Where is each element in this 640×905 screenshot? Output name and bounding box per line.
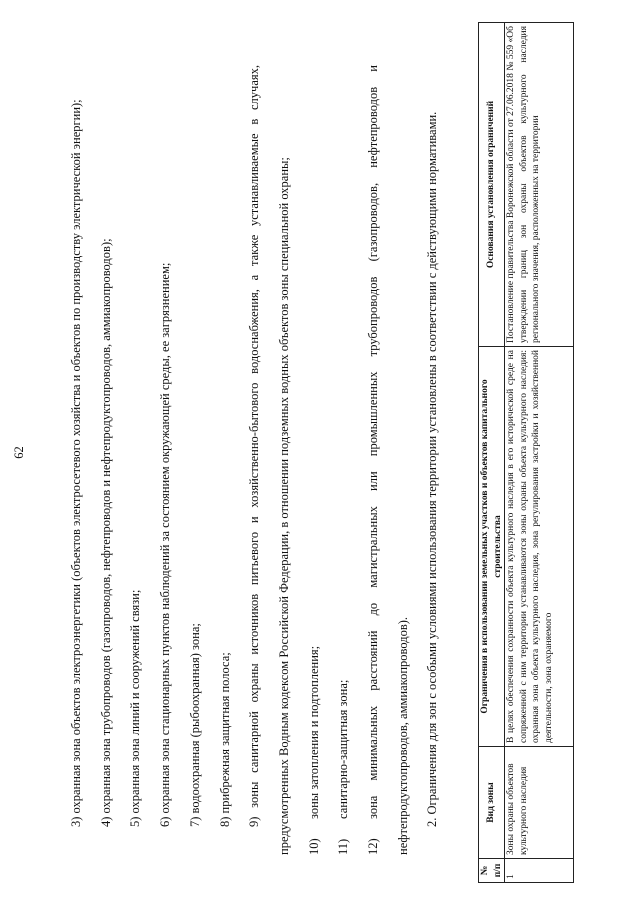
list-text-11: санитарно-защитная зона; [336, 679, 351, 819]
list-text-12: зона минимальных расстояний до магистральных или промышленных трубопроводов (газопроводов, нефтепроводов и нефтепродуктопроводов, аммиакопроводов). [366, 65, 410, 855]
list-number-12: 12) [366, 838, 381, 855]
list-item-11 [329, 65, 359, 855]
list-item-4: 4) охранная зона трубопроводов (газопроводов, нефтепроводов и нефтепродуктопроводов, аммиакопроводов); [98, 238, 113, 827]
restrictions-table [478, 22, 574, 883]
paragraph-2: 2. Ограничения для зон с особыми условиями использования территории установлены в соответствии с действующими нормативами. [425, 111, 440, 827]
header-restrictions: Ограничения в использовании земельных участков и объектов капитального строительства [479, 347, 505, 747]
table-header-row [479, 23, 505, 883]
document-body [62, 65, 448, 855]
list-item-6: 6) охранная зона стационарных пунктов наблюдений за состоянием окружающей среды, ее загрязнением; [158, 262, 173, 827]
list-number-11: 11) [336, 838, 351, 855]
cell-num: 1 [505, 859, 574, 883]
list-number-10: 10) [306, 838, 321, 855]
list-item-7: 7) водоохранная (рыбоохранная) зона; [187, 623, 202, 827]
list-item-9: 9) зоны санитарной охраны источников питьевого и хозяйственно-бытового водоснабжения, а также устанавливаемые в случаях, предусмотренных Водным кодексом Российской Федерации, в отношении подземных водных объектов зоны специальной охраны; [247, 65, 291, 855]
list-item-10 [300, 65, 330, 855]
list-item-8: 8) прибрежная защитная полоса; [217, 652, 232, 827]
list-item-12 [359, 65, 418, 855]
cell-basis: Постановление правительства Воронежской области от 27.06.2018 № 559 «Об утверждении границ зон охраны объектов культурного наследия регионального значения, расположенных на территории [505, 23, 574, 347]
cell-zone-kind: Зоны охраны объектов культурного наследия [505, 747, 574, 859]
header-num: № п/п [479, 859, 505, 883]
list-item-3: 3) охранная зона объектов электроэнергетики (объектов электросетевого хозяйства и объектов по производству электрической энергии); [69, 99, 83, 827]
table-row [505, 23, 574, 883]
cell-restrictions: В целях обеспечения сохранности объекта культурного наследия в его исторической среде на сопряженной с ним территории устанавливаются зоны охраны объекта культурного наследия: охранная зона объекта культурного наследия, зона регулирования застройки и хозяйственной деятельности, зона охраняемого [505, 347, 574, 747]
list-text-10: зоны затопления и подтопления; [306, 645, 321, 819]
page-number: 62 [12, 446, 26, 459]
list-item-5: 5) охранная зона линий и сооружений связи; [128, 589, 143, 827]
header-zone-kind: Вид зоны [479, 747, 505, 859]
header-basis: Основания установления ограничений [479, 23, 505, 347]
